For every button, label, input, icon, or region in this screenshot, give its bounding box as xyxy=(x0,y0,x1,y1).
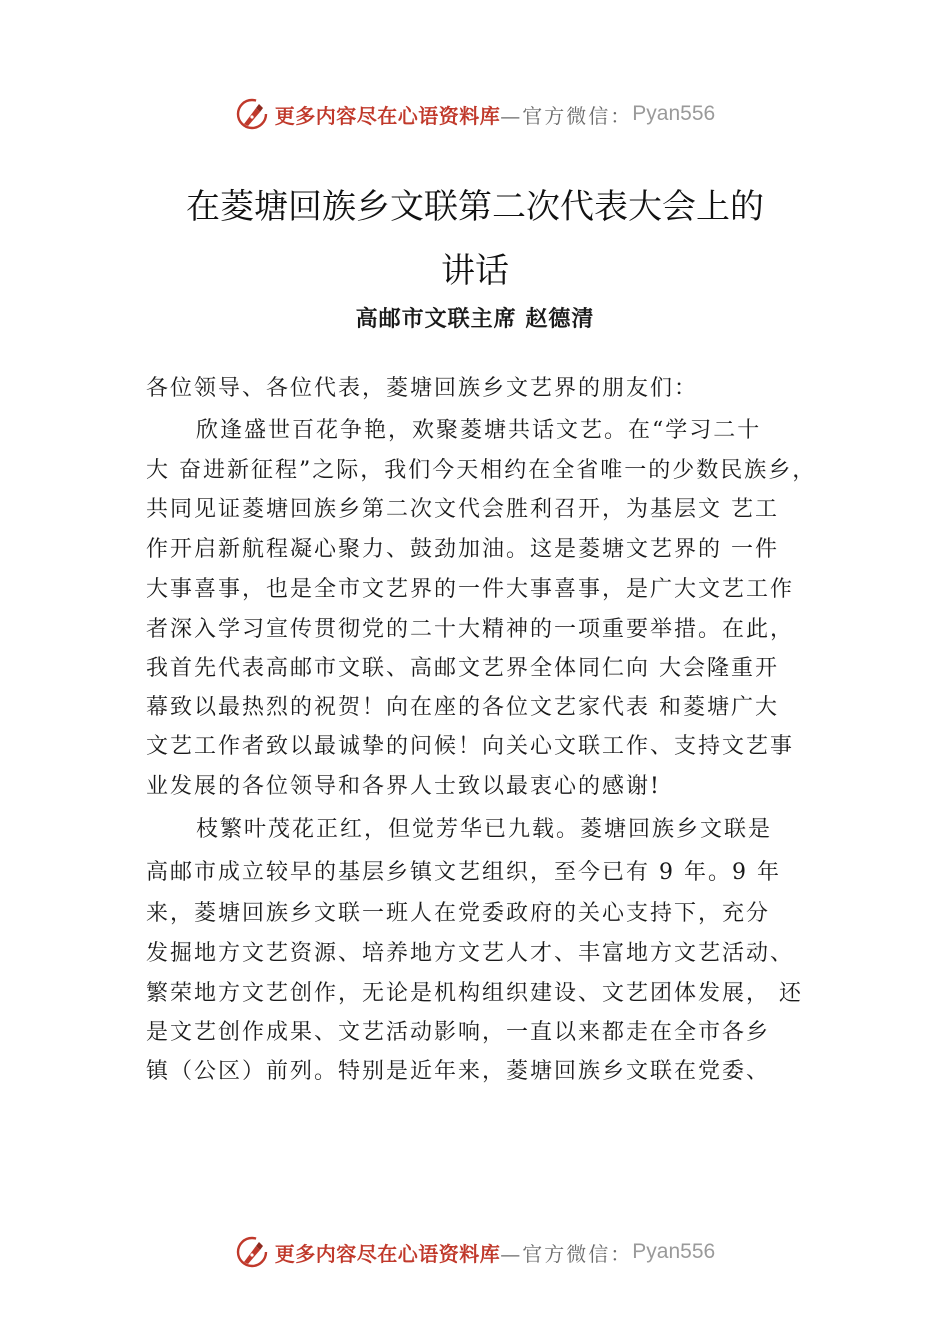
document-title-line-1: 在菱塘回族乡文联第二次代表大会上的 xyxy=(186,187,764,227)
banner-wechat-id: Pyan556 xyxy=(632,102,716,125)
body-line: 业发展的各位领导和各界人士致以最衷心的感谢! xyxy=(146,774,661,799)
body-line: 大 奋进新征程”之际，我们今天相约在全省唯一的少数民族乡， xyxy=(146,458,817,483)
body-line: 幕致以最热烈的祝贺！向在座的各位文艺家代表 和菱塘广大 xyxy=(146,695,779,720)
pen-nib-logo-icon xyxy=(235,97,269,131)
banner-lead-text: 更多内容尽在心语资料库 xyxy=(274,1241,501,1266)
pen-nib-logo-icon xyxy=(235,1235,269,1269)
body-line: 是文艺创作成果、文艺活动影响，一直以来都走在全市各乡 xyxy=(146,1020,771,1045)
body-line: 各位领导、各位代表，菱塘回族乡文艺界的朋友们： xyxy=(146,376,699,401)
body-line: 欣逢盛世百花争艳，欢聚菱塘共话文艺。在“学习二十 xyxy=(196,418,762,443)
body-line: 繁荣地方文艺创作，无论是机构组织建设、文艺团体发展， 还 xyxy=(146,981,803,1006)
body-line: 共同见证菱塘回族乡第二次文代会胜利召开，为基层文 艺工 xyxy=(146,497,779,522)
body-line: 来，菱塘回族乡文联一班人在党委政府的关心支持下，充分 xyxy=(146,901,771,926)
banner-tail-text: —官方微信： xyxy=(500,1241,633,1266)
body-line: 作开启新航程凝心聚力、鼓劲加油。这是菱塘文艺界的 一件 xyxy=(146,537,779,562)
body-line: 高邮市成立较早的基层乡镇文艺组织，至今已有 9 年。9 年 xyxy=(146,860,781,885)
banner-lead-text: 更多内容尽在心语资料库 xyxy=(274,103,501,128)
body-line: 我首先代表高邮市文联、高邮文艺界全体同仁向 大会隆重开 xyxy=(146,656,779,681)
body-line: 者深入学习宣传贯彻党的二十大精神的一项重要举措。在此， xyxy=(146,617,795,642)
body-line: 发掘地方文艺资源、培养地方文艺人才、丰富地方文艺活动、 xyxy=(146,941,795,966)
body-line: 文艺工作者致以最诚挚的问候！向关心文联工作、支持文艺事 xyxy=(146,734,795,759)
header-banner xyxy=(0,94,950,134)
document-title-line-2: 讲话 xyxy=(441,251,509,291)
body-line: 镇（公区）前列。特别是近年来，菱塘回族乡文联在党委、 xyxy=(146,1059,771,1084)
body-line: 大事喜事，也是全市文艺界的一件大事喜事，是广大文艺工作 xyxy=(146,577,795,602)
body-line: 枝繁叶茂花正红，但觉芳华已九载。菱塘回族乡文联是 xyxy=(196,817,773,842)
banner-wechat-id: Pyan556 xyxy=(632,1240,716,1263)
banner-tail-text: —官方微信： xyxy=(500,103,633,128)
author-line: 高邮市文联主席 赵德清 xyxy=(355,306,595,332)
footer-banner xyxy=(0,1232,950,1272)
